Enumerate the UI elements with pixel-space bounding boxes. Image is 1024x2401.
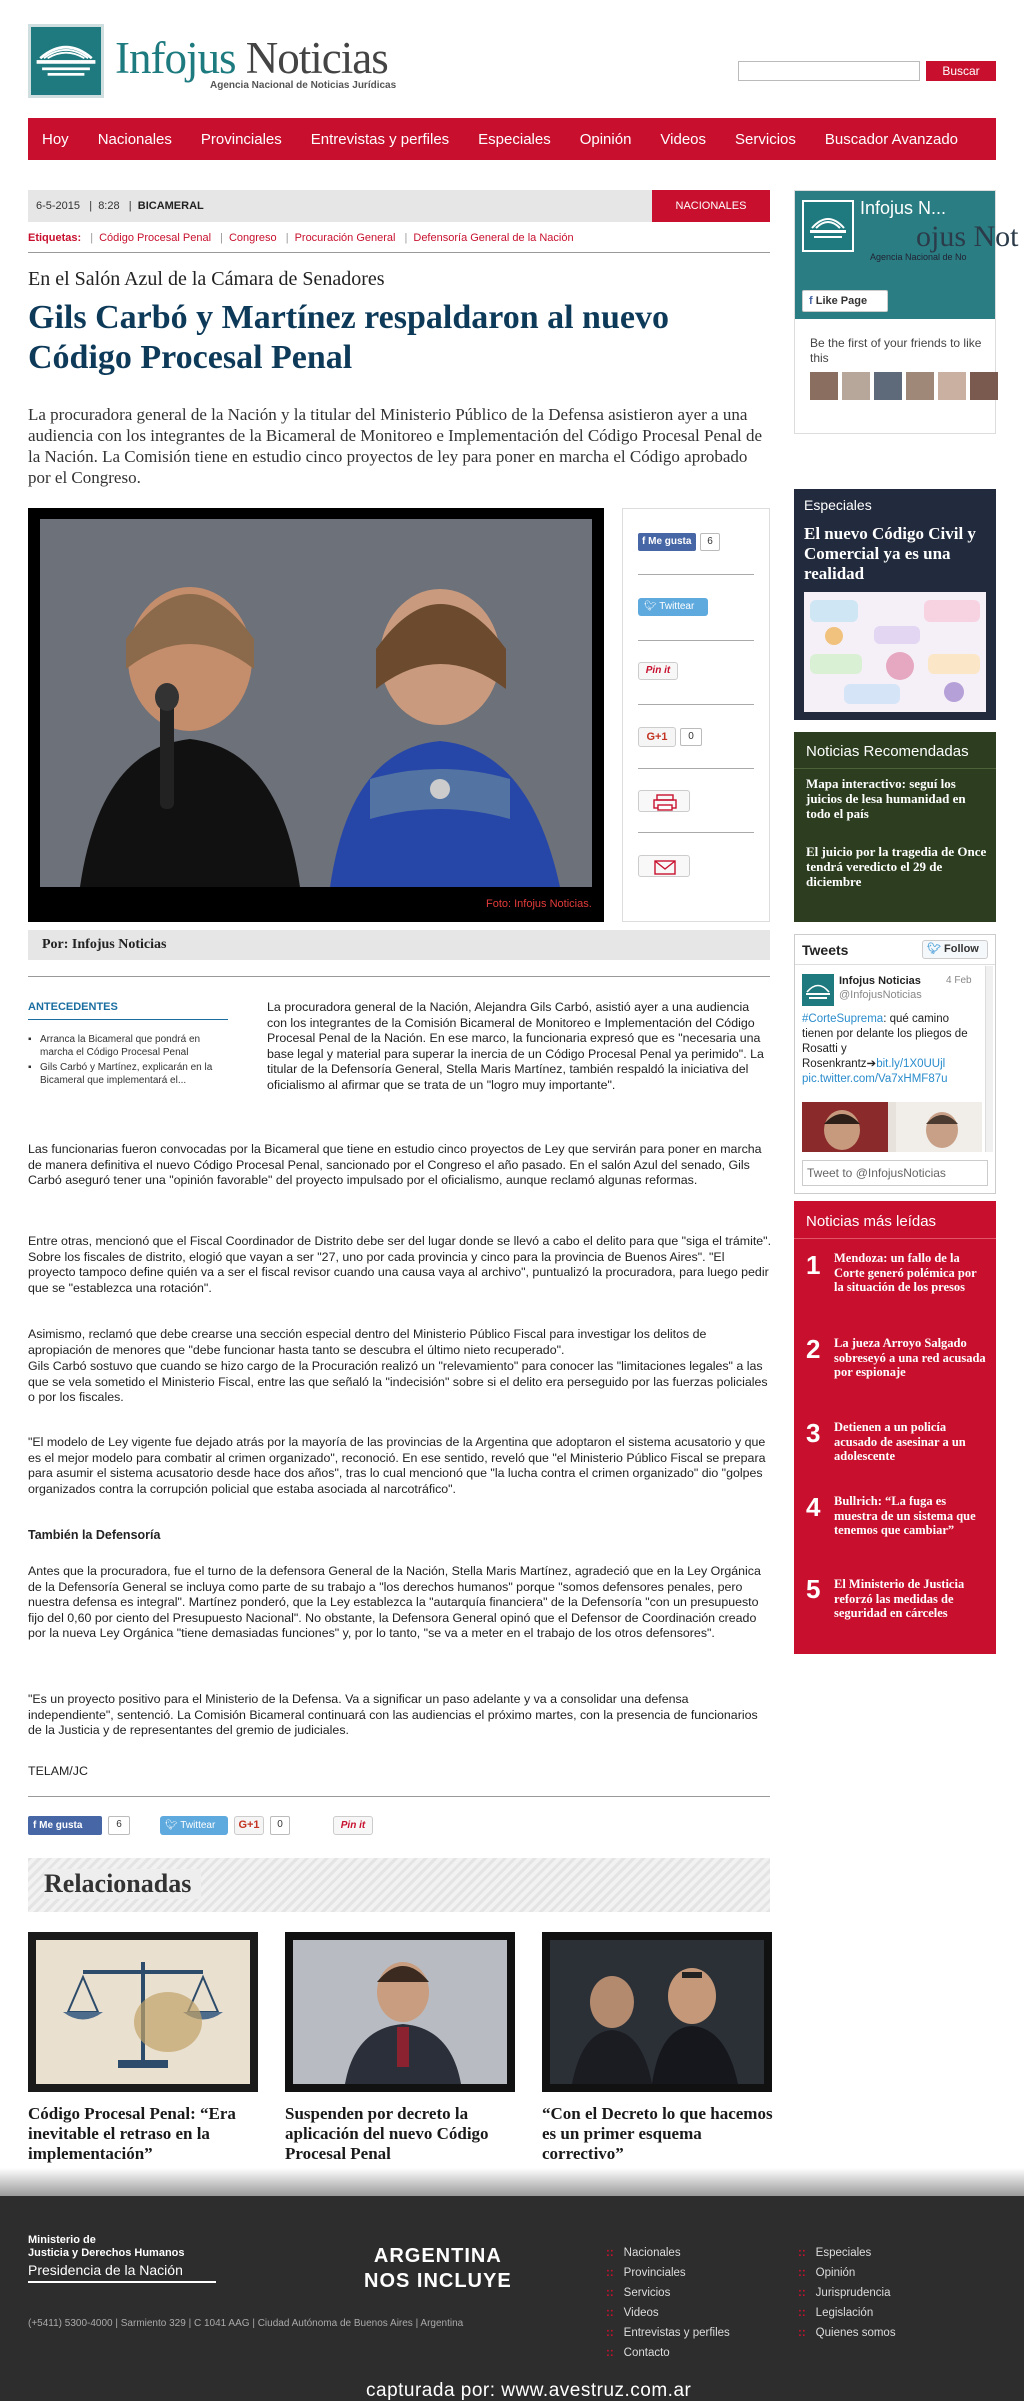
- mas-leida-link[interactable]: El Ministerio de Justicia reforzó las medidas de seguridad en cárceles: [834, 1577, 965, 1620]
- nav-item-hoy[interactable]: Hoy: [42, 130, 69, 148]
- facebook-like-count: 6: [700, 533, 720, 551]
- ministry-line-1: Ministerio de: [28, 2234, 96, 2246]
- related-title-link[interactable]: Código Procesal Penal: “Era inevitable el retraso en la implementación”: [28, 2104, 236, 2163]
- footer-link[interactable]: :: Nacionales: [606, 2247, 681, 2259]
- ministry-line-2: Justicia y Derechos Humanos: [28, 2247, 185, 2259]
- divider: [28, 976, 770, 977]
- twitter-bird-icon: 🐦︎: [927, 943, 945, 955]
- article-lead: La procuradora general de la Nación y la titular del Ministerio Público de la Defensa asistieron ayer a una audiencia con los integrantes de la Bicameral de Monitoreo e Implementación del Código Procesal Penal de la Nación. La Comisión tiene en estudio cinco proyectos de ley para poner en marcha el Código aprobado por el Congreso.: [28, 405, 763, 487]
- section-badge[interactable]: NACIONALES: [652, 190, 770, 222]
- tweets-title: Tweets: [802, 942, 849, 958]
- avatar[interactable]: [842, 372, 870, 400]
- google-plus-count: 0: [680, 728, 702, 746]
- recomendadas-label: Noticias Recomendadas: [806, 743, 969, 760]
- tweet-hashtag[interactable]: #CorteSuprema: [802, 1013, 884, 1025]
- divider: [795, 964, 995, 965]
- recomendadas-box: [794, 732, 996, 922]
- divider: [794, 768, 996, 769]
- antecedente-link[interactable]: ▪ Arranca la Bicameral que pondrá en marcha el Código Procesal Penal: [28, 1033, 228, 1059]
- email-button[interactable]: [638, 855, 690, 877]
- family-illustration: [804, 592, 986, 712]
- speaker-photo: [285, 1932, 515, 2092]
- logo-mark[interactable]: [28, 24, 104, 98]
- footer-link[interactable]: :: Quienes somos: [798, 2327, 896, 2339]
- officials-photo: [542, 1932, 772, 2092]
- google-plus-button-bottom[interactable]: G+1: [234, 1816, 264, 1835]
- divider: [638, 640, 754, 641]
- tw-label: Twittear: [659, 601, 695, 612]
- nav-item-provinciales[interactable]: Provinciales: [200, 130, 282, 148]
- ministry-name[interactable]: [28, 2234, 185, 2260]
- related-title-link[interactable]: Suspenden por decreto la aplicación del nuevo Código Procesal Penal: [285, 2104, 489, 2163]
- footer-link[interactable]: :: Contacto: [606, 2347, 670, 2359]
- tweet-avatar[interactable]: [802, 974, 834, 1006]
- related-title: Relacionadas: [44, 1869, 201, 1899]
- avatar[interactable]: [874, 372, 902, 400]
- divider: [28, 2281, 216, 2283]
- article-photo: [40, 519, 592, 887]
- nav-item-videos[interactable]: Videos: [660, 130, 707, 148]
- print-icon: [639, 791, 691, 813]
- mas-leida-link[interactable]: Detienen a un policía acusado de asesinar a un adolescente: [834, 1420, 966, 1463]
- tweet-photo: [802, 1102, 982, 1152]
- google-plus-count: 0: [270, 1816, 290, 1835]
- tag-link[interactable]: Procuración General: [294, 232, 396, 244]
- divider: [638, 768, 754, 769]
- timeline-scrollbar[interactable]: [985, 966, 993, 1152]
- article-paragraph: Entre otras, mencionó que el Fiscal Coordinador de Distrito debe ser del lugar donde se llevó a cabo el delito para que "siga el trámite". Sobre los fiscales de distrito, elogió que vayan a ser "27, uno por cada provincia y cinco para la provincia de Buenos Aires". "El proyecto tampoco define quién va a ser el fiscal revisor cuando una causa vaya al archivo", puntualizó la procuradora, para luego pedir que se "establezca una rotación".: [28, 1234, 772, 1295]
- related-image[interactable]: [542, 1932, 772, 2092]
- footer-shadow: [0, 2168, 1024, 2196]
- tweet-to-input[interactable]: Tweet to @InfojusNoticias: [802, 1160, 988, 1186]
- tweet-image[interactable]: [802, 1102, 982, 1152]
- twitter-share-button[interactable]: [638, 598, 708, 616]
- article-paragraph: "El modelo de Ley vigente fue dejado atrás por la mayoría de las provincias de la Argentina que adoptaron el sistema acusatorio y que es el mejor modelo para combatir al crimen organizado", reconoció. En ese sentido, reveló que "el Ministerio Público Fiscal se prepara para asumir el sistema acusatorio desde hace dos años", tras lo cual mencionó que "la lucha contra el crimen organizado" dio "golpes organizados contra la corrupción policial que estaba asociada al narcotráfico".: [28, 1435, 766, 1496]
- rank-number: 2: [806, 1334, 821, 1364]
- argentina-line-2: NOS INCLUYE: [364, 2270, 512, 2292]
- site-title[interactable]: [115, 34, 388, 82]
- tw-label: Twittear: [180, 1820, 216, 1831]
- avatar[interactable]: [810, 372, 838, 400]
- article-paragraph: La procuradora general de la Nación, Alejandra Gils Carbó, asistió ayer a una audiencia con los integrantes de la Comisión Bicameral de Monitoreo e Implementación del Código Procesal Penal de la Nación. En ese marco, la funcionaria expresó que es "necesaria una base legal y material para superar la inercia de un Código Procesal Penal ya perimido". La titular de la Defensoría General, Stella Maris Martínez, también respaldó la iniciativa del oficialismo al afirmar que se trata de un "logro muy importante".: [267, 1000, 764, 1092]
- article-signature: TELAM/JC: [28, 1764, 88, 1778]
- avatar[interactable]: [906, 372, 934, 400]
- capture-watermark: capturada por: www.avestruz.com.ar: [366, 2380, 692, 2401]
- related-title-link[interactable]: “Con el Decreto lo que hacemos es un primer esquema correctivo”: [542, 2104, 773, 2163]
- article-paragraph: Asimismo, reclamó que debe crearse una sección especial dentro del Ministerio Público Fiscal para investigar los delitos de apropiación de menores que "debe funcionar hasta tanto se descubra el último nieto recuperado".: [28, 1327, 707, 1357]
- tags-row: Etiquetas: | Código Procesal Penal | Congreso | Procuración General | Defensoría General de la Nación: [28, 232, 574, 244]
- main-nav: [28, 118, 996, 160]
- tweet-date[interactable]: 4 Feb: [946, 975, 972, 986]
- divider: [638, 574, 754, 575]
- facebook-page-avatar[interactable]: [802, 200, 854, 252]
- tweet-author-handle[interactable]: @InfojusNoticias: [839, 989, 922, 1001]
- rank-number: 1: [806, 1250, 821, 1280]
- nav-item-servicios[interactable]: Servicios: [735, 130, 796, 148]
- divider: [794, 1238, 996, 1239]
- nav-item-nacionales[interactable]: Nacionales: [97, 130, 172, 148]
- especiales-image[interactable]: [804, 592, 986, 712]
- avatar[interactable]: [970, 372, 998, 400]
- facebook-like-page-button[interactable]: [802, 290, 888, 312]
- like-page-label: Like Page: [815, 295, 868, 307]
- logo-book-icon: [804, 202, 852, 250]
- nav-item-entrevistas[interactable]: Entrevistas y perfiles: [310, 130, 450, 148]
- related-header: [28, 1858, 770, 1912]
- google-plus-button[interactable]: G+1: [638, 727, 676, 747]
- facebook-icon: f: [33, 1820, 40, 1831]
- argentina-nos-incluye-logo[interactable]: [364, 2244, 512, 2294]
- envelope-icon: [639, 856, 691, 878]
- facebook-faces: [810, 372, 998, 400]
- facebook-page-name[interactable]: Infojus N...: [860, 198, 947, 218]
- tweet-text: [802, 1012, 982, 1087]
- footer-link[interactable]: :: Servicios: [606, 2287, 670, 2299]
- footer-link[interactable]: :: Provinciales: [606, 2267, 686, 2279]
- rank-number: 3: [806, 1418, 821, 1448]
- facebook-like-button[interactable]: [638, 533, 696, 551]
- avatar[interactable]: [938, 372, 966, 400]
- facebook-cover-agency: Agencia Nacional de No: [870, 252, 967, 262]
- article-category[interactable]: BICAMERAL: [137, 200, 204, 212]
- antecedentes-title: ANTECEDENTES: [28, 1001, 118, 1013]
- photo-illustration: [40, 519, 592, 887]
- footer-link[interactable]: :: Videos: [606, 2307, 659, 2319]
- divider: [638, 832, 754, 833]
- antecedentes-list: [28, 1033, 228, 1089]
- footer-link[interactable]: :: Legislación: [798, 2307, 873, 2319]
- twitter-follow-button[interactable]: [922, 940, 988, 959]
- tag-link[interactable]: Congreso: [228, 232, 277, 244]
- tweet-link[interactable]: pic.twitter.com/Va7xHMF87u: [802, 1073, 948, 1085]
- rank-number: 4: [806, 1492, 821, 1522]
- footer-link[interactable]: :: Jurisprudencia: [798, 2287, 890, 2299]
- mas-leida-link[interactable]: La jueza Arroyo Salgado sobreseyó a una red acusada por espionaje: [834, 1336, 986, 1379]
- footer-link[interactable]: :: Entrevistas y perfiles: [606, 2327, 730, 2339]
- facebook-icon: f: [642, 536, 649, 547]
- divider: [28, 252, 770, 253]
- photo-caption: Foto: Infojus Noticias.: [486, 898, 592, 910]
- facebook-cover-text: ojus Not: [916, 220, 1019, 253]
- nav-item-buscador[interactable]: Buscador Avanzado: [824, 130, 959, 148]
- divider: [638, 704, 754, 705]
- recomendada-link[interactable]: El juicio por la tragedia de Once tendrá veredicto el 29 de diciembre: [806, 844, 987, 889]
- mas-leida-link[interactable]: Mendoza: un fallo de la Corte generó polémica por la situación de los presos: [834, 1251, 977, 1294]
- facebook-friends-text: Be the first of your friends to like this: [810, 336, 982, 365]
- article-kicker: En el Salón Azul de la Cámara de Senadores: [28, 268, 385, 290]
- article-paragraph: Antes que la procuradora, fue el turno de la defensora General de la Nación, Stella Maris Martínez, agradeció que en la Ley Orgánica de la Defensoría General se incluya como parte de su trabajo a "los derechos humanos" porque "somos defensores penales, pero nuestra defensa es integral". Martínez ponderó, que la Ley establezca la "autarquía financiera" de la Defensoría "con un presupuesto fijo del 0,60 por ciento del Presupuesto Nacional". No obstante, la Defensora General opinó que el Defensor de Coordinación creado por la nueva Ley Orgánica "tiene demasiadas funciones" y, por lo tanto, "se va a meter en el trabajo de los otros defensores".: [28, 1564, 761, 1640]
- tag-link[interactable]: Código Procesal Penal: [99, 232, 212, 244]
- fb-like-label: Me gusta: [39, 1820, 83, 1831]
- article-meta: 6-5-2015 | 8:28 | BICAMERAL: [28, 190, 770, 222]
- rank-number: 5: [806, 1574, 821, 1604]
- facebook-icon: f: [809, 295, 816, 307]
- article-byline: Por: Infojus Noticias: [28, 930, 770, 960]
- antecedente-link[interactable]: ▪ Gils Carbó y Martínez, explicarán en la Bicameral que implementará el...: [28, 1061, 228, 1087]
- footer-link[interactable]: :: Opinión: [798, 2267, 855, 2279]
- article-date: 6-5-2015: [36, 200, 81, 212]
- especiales-label: Especiales: [804, 497, 872, 513]
- nav-item-opinion[interactable]: Opinión: [579, 130, 632, 148]
- site-subtitle: Agencia Nacional de Noticias Jurídicas: [210, 80, 397, 91]
- article-paragraph: Las funcionarias fueron convocadas por la Bicameral que tiene en estudio cinco proyectos de Ley que servirán para poner en marcha de manera definitiva el nuevo Código Procesal Penal, sancionado por el Congreso el año pasado. En el salón Azul del senado, Gils Carbó aseguró tener una "opinión favorable" del proyecto impulsado por el oficialismo, aunque reclamó algunas reformas.: [28, 1142, 762, 1187]
- twitter-bird-icon: 🐦︎: [165, 1820, 181, 1831]
- article-paragraph: Gils Carbó sostuvo que cuando se hizo cargo de la Procuración realizó un "relevamiento" para conocer las "limitaciones legales" a las que se vela sometido el Ministerio Fiscal, entre las que señaló la "indecisión" sobre si el delito era perseguido por las fuerzas policiales o por los fiscales.: [28, 1359, 768, 1404]
- logo-book-icon: [802, 974, 834, 1006]
- especiales-title[interactable]: El nuevo Código Civil y Comercial ya es una realidad: [804, 524, 976, 583]
- logo-book-icon: [31, 27, 101, 95]
- nav-item-especiales[interactable]: Especiales: [478, 130, 551, 148]
- divider: [28, 1796, 770, 1797]
- tag-link[interactable]: Defensoría General de la Nación: [413, 232, 574, 244]
- mas-leidas-label: Noticias más leídas: [806, 1213, 937, 1230]
- tags-label: Etiquetas:: [28, 232, 82, 244]
- related-image[interactable]: [28, 1932, 258, 2092]
- fb-like-label: Me gusta: [648, 536, 692, 547]
- pinterest-button-bottom[interactable]: Pin it: [333, 1816, 373, 1835]
- twitter-bird-icon: 🐦︎: [644, 601, 660, 612]
- facebook-like-count: 6: [108, 1816, 130, 1835]
- related-image[interactable]: [285, 1932, 515, 2092]
- article-subhead: También la Defensoría: [28, 1528, 161, 1542]
- tweet-author-name[interactable]: Infojus Noticias: [839, 975, 921, 987]
- footer-contact: (+5411) 5300-4000 | Sarmiento 329 | C 1041 AAG | Ciudad Autónoma de Buenos Aires | Argentina: [28, 2318, 464, 2329]
- follow-label: Follow: [944, 943, 979, 955]
- recomendada-link[interactable]: Mapa interactivo: seguí los juicios de lesa humanidad en todo el país: [806, 776, 966, 821]
- site-title-a: Infojus: [115, 33, 236, 83]
- divider: [28, 1019, 228, 1020]
- tweet-body: : qué camino tienen por delante los pliegos de Rosatti y Rosenkrantz➔: [802, 1013, 968, 1070]
- search-button[interactable]: Buscar: [926, 61, 996, 81]
- mas-leida-link[interactable]: Bullrich: “La fuga es muestra de un sistema que tenemos que cambiar”: [834, 1494, 976, 1537]
- tweet-link[interactable]: bit.ly/1X0UUjl: [876, 1058, 946, 1070]
- argentina-line-1: ARGENTINA: [373, 2245, 502, 2267]
- pinterest-button[interactable]: Pin it: [638, 662, 678, 680]
- print-button[interactable]: [638, 790, 690, 812]
- article-headline: Gils Carbó y Martínez respaldaron al nuevo Código Procesal Penal: [28, 299, 669, 376]
- twitter-share-button-bottom[interactable]: [160, 1816, 228, 1835]
- facebook-like-button-bottom[interactable]: [28, 1816, 102, 1835]
- presidencia-logo[interactable]: Presidencia de la Nación: [28, 2262, 183, 2278]
- article-paragraph: "Es un proyecto positivo para el Ministerio de la Defensa. Va a significar un paso adelante y va a consolidar una defensa independiente", sentenció. La Comisión Bicameral continuará con las audiencias el próximo martes, con la presencia de funcionarios de la Justicia y de representantes del gremio de judiciales.: [28, 1692, 758, 1737]
- site-title-b: Noticias: [235, 33, 388, 83]
- article-time: 8:28: [98, 200, 120, 212]
- scales-illustration: [28, 1932, 258, 2092]
- search-input[interactable]: [738, 61, 920, 81]
- footer-link[interactable]: :: Especiales: [798, 2247, 871, 2259]
